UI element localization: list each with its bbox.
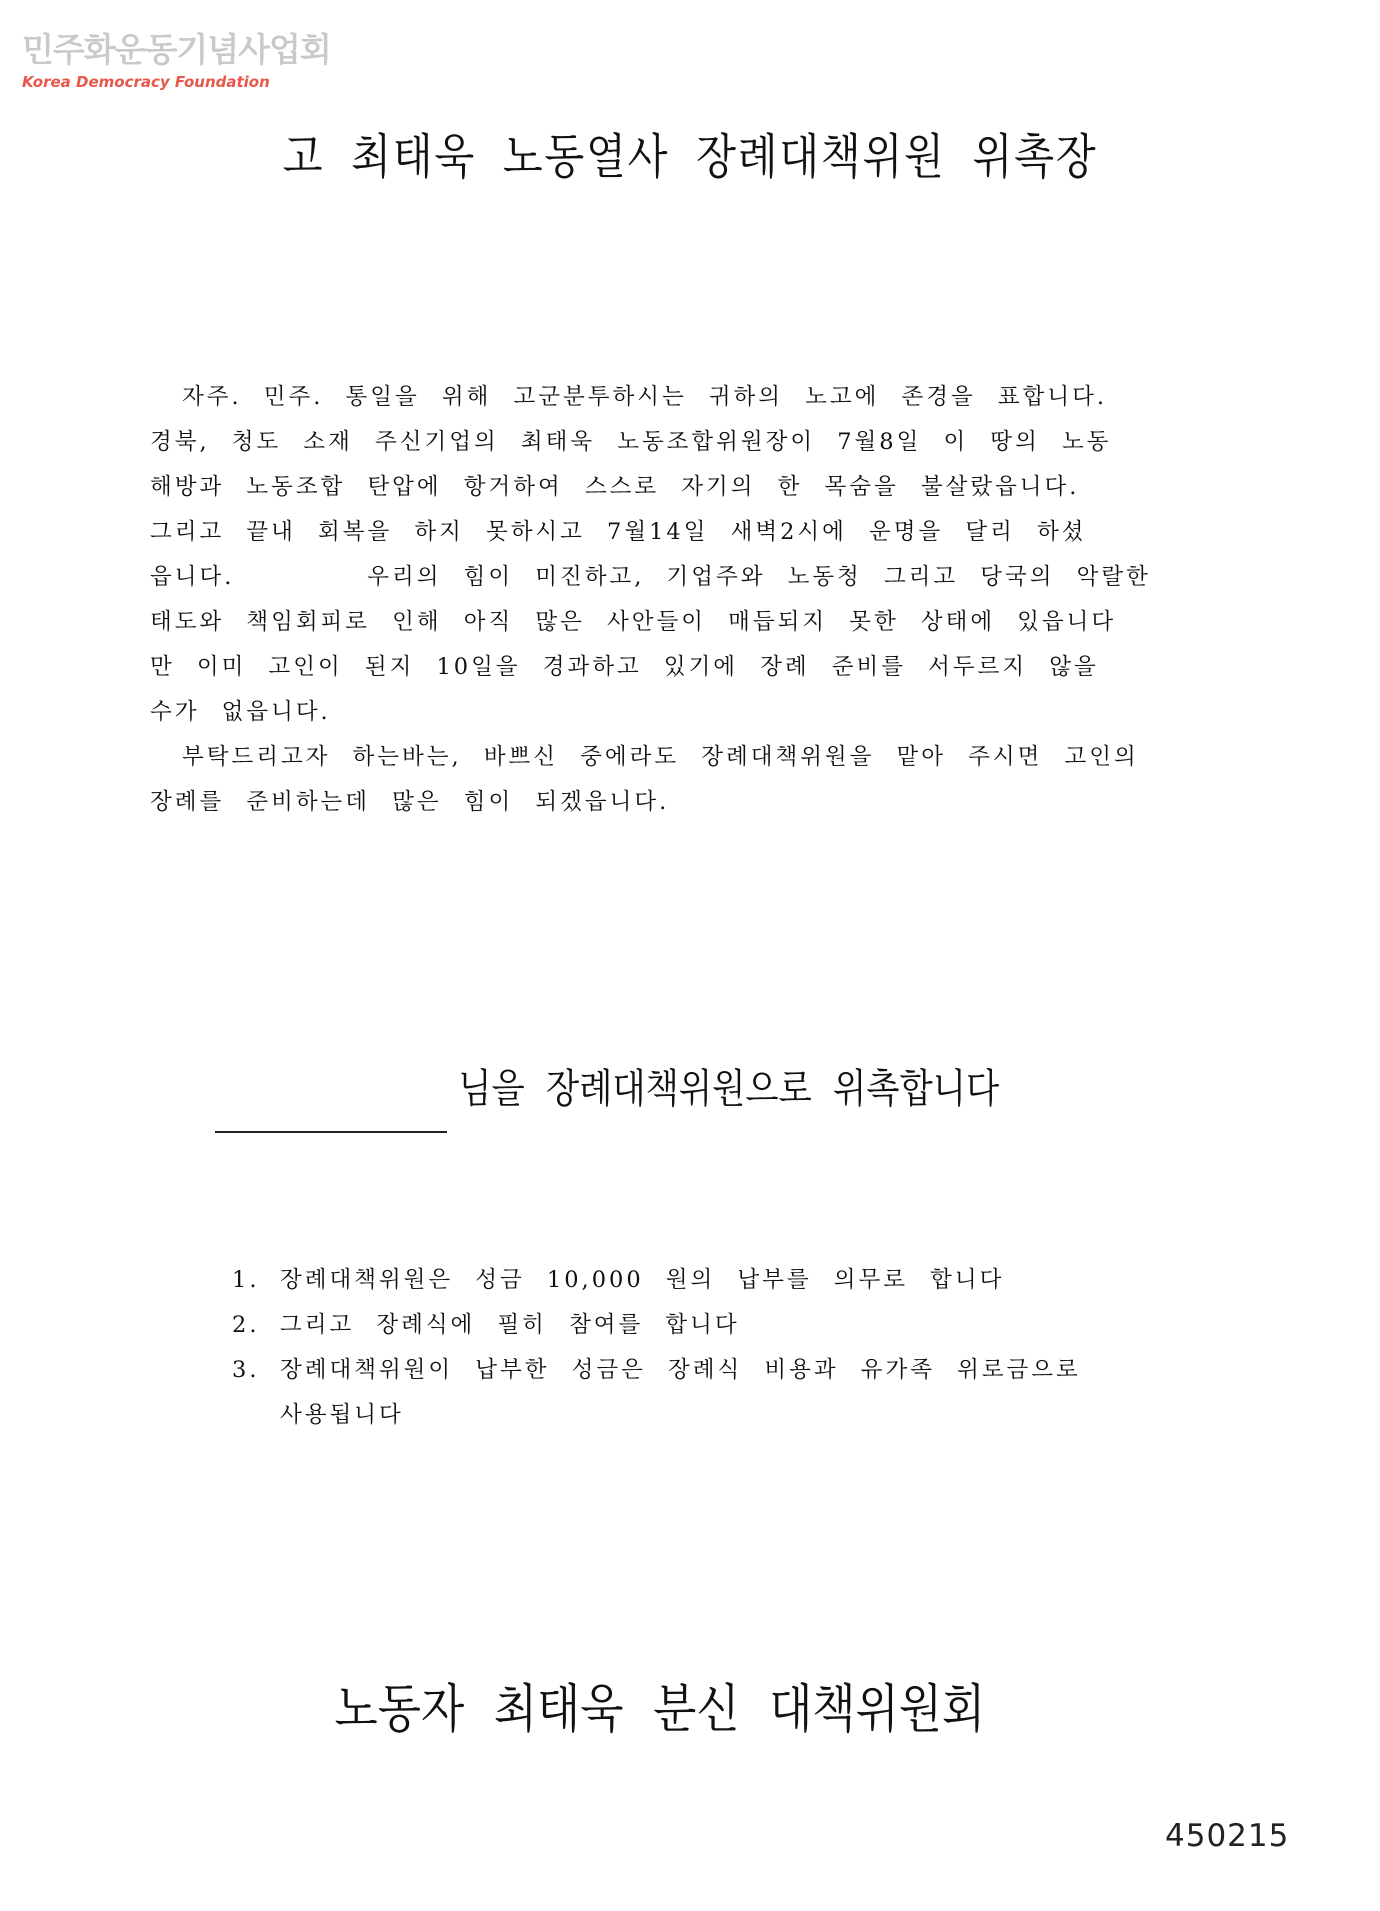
body-line: 경북, 청도 소재 주신기업의 최태욱 노동조합위원장이 7월8일 이 땅의 노동: [150, 429, 1112, 455]
body-line: 만 이미 고인이 된지 10일을 경과하고 있기에 장례 준비를 서두르지 않을: [150, 654, 1099, 680]
watermark-english: Korea Democracy Foundation: [22, 73, 270, 91]
body-line: 수가 없읍니다.: [150, 699, 331, 725]
term-item: [232, 1258, 1081, 1303]
term-item: [232, 1348, 1081, 1438]
term-text-continued: 사용됩니다: [280, 1402, 404, 1428]
term-item: [232, 1303, 1081, 1348]
terms-list: [232, 1258, 1081, 1438]
term-number: 1.: [232, 1267, 260, 1293]
document-number: 450215: [1165, 1818, 1290, 1854]
watermark-logo: [22, 24, 331, 91]
commission-statement: 님을 장례대책위원으로 위촉합니다: [458, 1066, 1000, 1112]
body-line: 읍니다. 우리의 힘이 미진하고, 기업주와 노동청 그리고 당국의 악랄한: [150, 564, 1151, 590]
name-blank-line: [215, 1131, 447, 1133]
letter-body: [150, 375, 1215, 825]
document-title: 고 최태욱 노동열사 장례대책위원 위촉장: [282, 129, 1098, 185]
body-line: 해방과 노동조합 탄압에 항거하여 스스로 자기의 한 목숨을 불살랐읍니다.: [150, 474, 1080, 500]
term-number: 3.: [232, 1357, 260, 1383]
body-line: 장례를 준비하는데 많은 힘이 되겠읍니다.: [150, 789, 670, 815]
body-line: 부탁드리고자 하는바는, 바쁘신 중에라도 장례대책위원을 맡아 주시면 고인의: [182, 744, 1139, 770]
watermark-korean: 민주화운동기념사업회: [22, 30, 331, 69]
term-text: 장례대책위원은 성금 10,000 원의 납부를 의무로 합니다: [280, 1267, 1005, 1293]
body-line: 그리고 끝내 회복을 하지 못하시고 7월14일 새벽2시에 운명을 달리 하셨: [150, 519, 1087, 545]
body-line: 태도와 책임회피로 인해 아직 많은 사안들이 매듭되지 못한 상태에 있읍니다: [150, 609, 1117, 635]
term-text: 그리고 장례식에 필히 참여를 합니다: [280, 1312, 740, 1338]
term-text: 장례대책위원이 납부한 성금은 장례식 비용과 유가족 위로금으로: [280, 1357, 1081, 1383]
term-number: 2.: [232, 1312, 260, 1338]
body-line: 자주. 민주. 통일을 위해 고군분투하시는 귀하의 노고에 존경을 표합니다.: [182, 384, 1107, 410]
organization-name: 노동자 최태욱 분신 대책위원회: [334, 1680, 986, 1740]
